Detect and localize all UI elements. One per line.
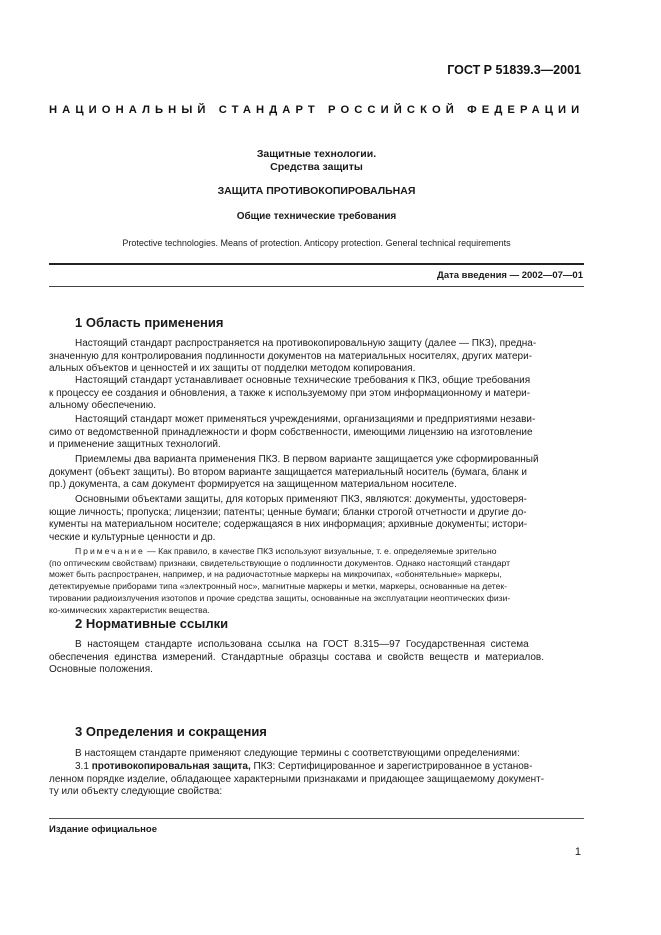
text-line: Настоящий стандарт может применяться учреждениями, организациями и предприятиями незави-	[75, 414, 536, 425]
text-line: В настоящем стандарте применяют следующие термины с соответствующими определениями:	[75, 748, 520, 759]
section-2-heading: 2 Нормативные ссылки	[75, 616, 229, 631]
note-line: может быть распространен, например, и на радиочастотные маркеры на микрочипах, «обонятельные» маркеры,	[49, 569, 502, 580]
text-line: ту или объекту следующие свойства:	[49, 786, 223, 798]
subtitle: Общие технические требования	[236, 211, 397, 222]
title-block	[49, 148, 584, 174]
note-first-text: — Как правило, в качестве ПКЗ используют визуальные, т. е. определяемые зрительно	[144, 546, 497, 556]
section-1-paragraph-3	[49, 414, 582, 452]
section-1-paragraph-5	[49, 494, 582, 544]
section-3-definition-3-1	[49, 761, 582, 799]
english-title: Protective technologies. Means of protection. Anticopy protection. General technical requirements	[122, 238, 511, 248]
text-line: Основными объектами защиты, для которых применяют ПКЗ, являются: документы, удостоверя-	[75, 494, 527, 505]
section-3-heading: 3 Определения и сокращения	[75, 724, 267, 739]
text-line: ющие личность; пропуска; лицензии; патенты; ценные бумаги; бланки строгой отчетности и другие до-	[49, 506, 527, 518]
term-number: 3.1	[75, 761, 92, 772]
introduction-date: Дата введения — 2002—07—01	[437, 270, 583, 281]
title-divider	[49, 263, 584, 265]
section-1-paragraph-1	[49, 338, 582, 376]
title-line-2: Средства защиты	[270, 161, 363, 173]
text-line: обеспечения единства измерений. Стандартные образцы состава и свойств веществ и материалов.	[49, 651, 544, 663]
text-line: документ (объект защиты). Во втором варианте защищается материальный носитель (бумага, бланк и	[49, 466, 527, 478]
section-1-heading: 1 Область применения	[75, 315, 224, 330]
note-line: (по оптическим свойствам) признаки, свидетельствующие о подлинности документов. Однако настоящий стандарт	[49, 557, 511, 568]
text-line: В настоящем стандарте использована ссылка на ГОСТ 8.315—97 Государственная система	[75, 639, 529, 650]
note-label: Примечание	[75, 546, 145, 556]
note-line: детектируемые приборами типа «электронный нос», магнитные маркеры и метки, маркеры, основанные на детек-	[49, 581, 508, 592]
text-line: пр.) документа, а сам документ формируется на защищенном материальном носителе.	[49, 479, 457, 491]
national-standard-banner: НАЦИОНАЛЬНЫЙ СТАНДАРТ РОССИЙСКОЙ ФЕДЕРАЦИИ	[49, 104, 585, 116]
section-2-paragraph-1	[49, 639, 582, 677]
note-line: ко-химических характеристик вещества.	[49, 604, 210, 615]
section-1-paragraph-2	[49, 375, 582, 413]
note-first-line	[49, 546, 582, 558]
term: противокопировальная защита,	[91, 761, 251, 772]
text-line: альных объектов и ценностей и их защиты от подделки методом копирования.	[49, 363, 416, 375]
text-line: Основные положения.	[49, 664, 153, 676]
text-line: ленном порядке изделие, обладающее характерными признаками и придающее защищаемому документ-	[49, 773, 545, 785]
footer-divider	[49, 818, 584, 819]
section-1-note	[49, 546, 582, 616]
text-line: Приемлемы два варианта применения ПКЗ. В первом варианте защищается уже сформированный	[75, 454, 539, 465]
definition-first-line	[49, 761, 582, 774]
text-line: ческие и культурные ценности и др.	[49, 531, 216, 543]
text-line: Настоящий стандарт распространяется на противокопировальную защиту (далее — ПКЗ), предна-	[75, 338, 537, 349]
date-divider	[49, 286, 584, 287]
title-line-1: Защитные технологии.	[256, 148, 377, 160]
official-edition-label: Издание официальное	[49, 824, 157, 835]
page-number: 1	[574, 846, 581, 858]
section-1-paragraph-4	[49, 454, 582, 492]
term-definition-start: ПКЗ: Сертифицированное и зарегистрированное в установ-	[250, 761, 533, 772]
text-line: значенную для контролирования подлинности документов на материальных носителях, других матери-	[49, 350, 533, 362]
text-line: к процессу ее создания и обновления, а также к используемому при этом информационному и матери-	[49, 387, 531, 399]
text-line: кументы на материальном носителе; содержащаяся в них информация; архивные документы; истори-	[49, 519, 528, 531]
section-3-paragraph-1	[49, 748, 582, 761]
text-line: симо от ведомственной принадлежности и форм собственности, имеющими лицензию на изготовление	[49, 426, 533, 438]
document-number: ГОСТ Р 51839.3—2001	[447, 63, 581, 77]
text-line: и применение защитных технологий.	[49, 439, 221, 451]
note-line: тировании радиоизлучения изотопов и прочие средства защиты, основанные на эксплуатации неоптических физи-	[49, 592, 511, 603]
text-line: Настоящий стандарт устанавливает основные технические требования к ПКЗ, общие требования	[75, 375, 531, 386]
text-line: альному обеспечению.	[49, 400, 156, 412]
main-title: ЗАЩИТА ПРОТИВОКОПИРОВАЛЬНАЯ	[217, 185, 416, 197]
